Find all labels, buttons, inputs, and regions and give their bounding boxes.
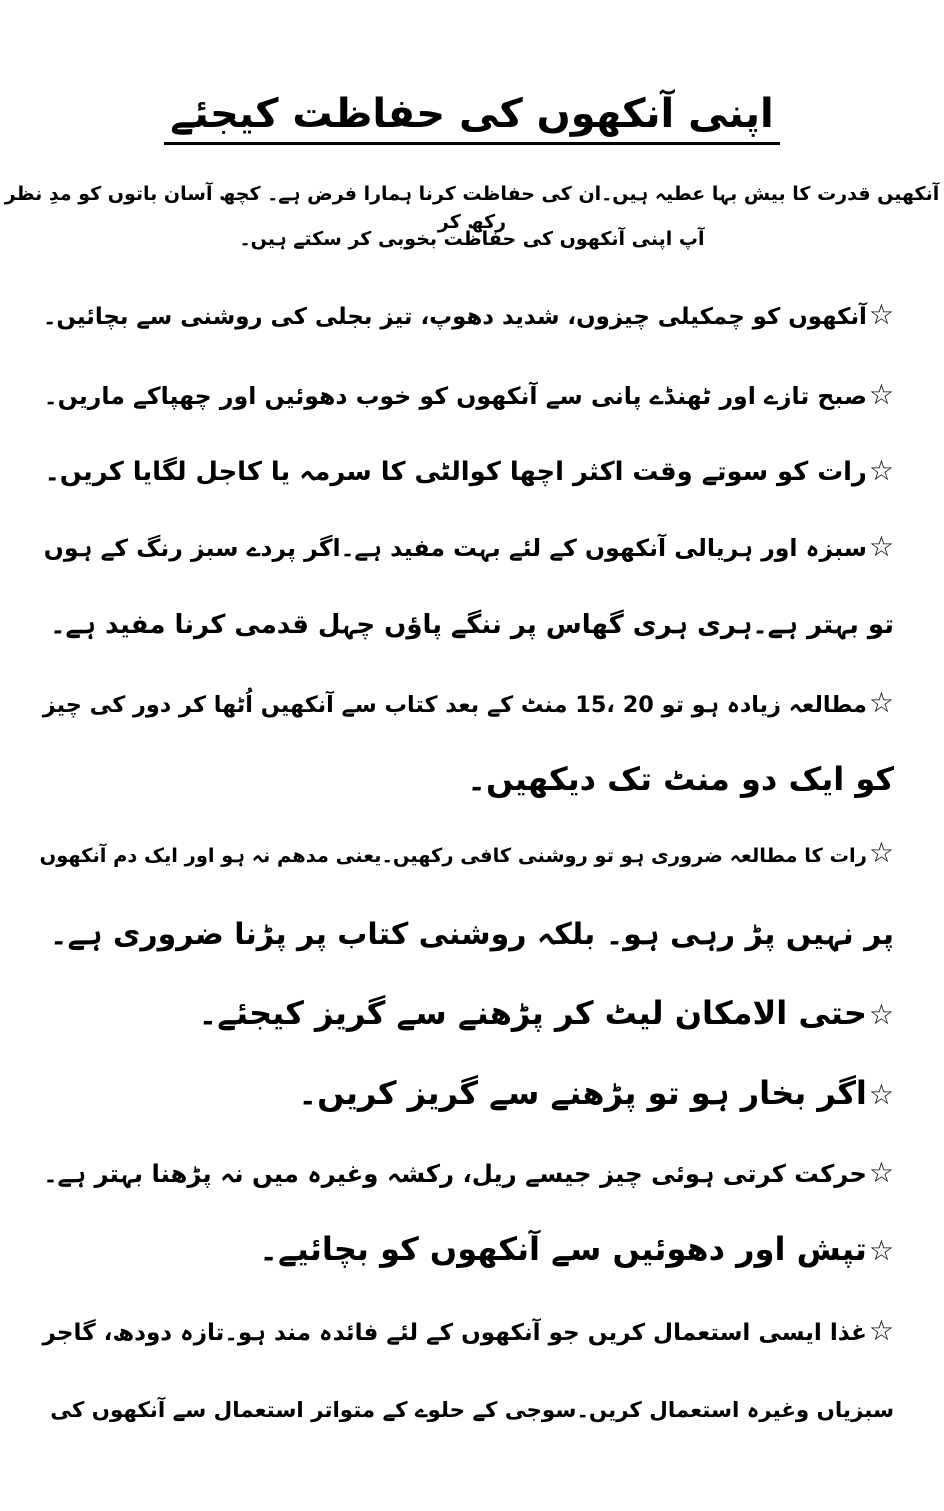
list-item — [40, 830, 894, 879]
list-item-continuation: سبزیاں وغیرہ استعمال کریں۔سوجی کے حلوے کے متواتر استعمال سے آنکھوں کی — [50, 1398, 894, 1423]
list-item-text: رات کا مطالعہ ضروری ہو تو روشنی کافی رکھیں۔یعنی مدھم نہ ہو اور ایک دم آنکھوں — [39, 844, 867, 867]
star-bullet-icon: ☆ — [868, 1234, 894, 1267]
list-item — [43, 1150, 894, 1197]
list-item — [43, 680, 894, 728]
list-item-continuation: کو ایک دو منٹ تک دیکھیں۔ — [467, 760, 894, 798]
star-bullet-icon: ☆ — [868, 1156, 894, 1189]
star-bullet-icon: ☆ — [868, 530, 894, 563]
list-item-text: غذا ایسی استعمال کریں جو آنکھوں کے لئے فائدہ مند ہو۔تازہ دودھ، گاجر — [42, 1320, 867, 1346]
star-bullet-icon: ☆ — [868, 836, 894, 869]
star-bullet-icon: ☆ — [868, 454, 894, 487]
page-title — [0, 88, 944, 145]
star-bullet-icon: ☆ — [868, 1314, 894, 1347]
list-item-text: حرکت کرتی ہوئی چیز جیسے ریل، رکشہ وغیرہ میں نہ پڑھنا بہتر ہے۔ — [43, 1159, 867, 1188]
star-bullet-icon: ☆ — [868, 686, 894, 719]
list-item — [44, 372, 894, 419]
intro-line-1: آنکھیں قدرت کا بیش بہا عطیہ ہیں۔ان کی حفاظت کرنا ہمارا فرض ہے۔ کچھ آسان باتوں کو مدِ نظر رکھ کر — [4, 183, 940, 233]
page-title-text: اپنی آنکھوں کی حفاظت کیجئے — [164, 88, 779, 145]
star-bullet-icon: ☆ — [868, 298, 894, 331]
list-item — [43, 1308, 894, 1356]
list-item — [298, 1070, 894, 1118]
list-item-text: تپش اور دھوئیں سے آنکھوں کو بچائیے۔ — [259, 1230, 867, 1268]
list-item-text: رات کو سوتے وقت اکثر اچھا کوالٹی کا سرمہ یا کاجل لگایا کریں۔ — [44, 457, 867, 487]
list-item-text: اگر بخار ہو تو پڑھنے سے گریز کریں۔ — [298, 1074, 867, 1112]
list-item — [45, 448, 894, 495]
intro-line-2: آپ اپنی آنکھوں کی حفاظت بخوبی کر سکتے ہیں۔ — [239, 228, 705, 250]
list-item-text: صبح تازے اور ٹھنڈے پانی سے آنکھوں کو خوب دھوئیں اور چھپاکے ماریں۔ — [43, 382, 867, 410]
list-item-text: مطالعہ زیادہ ہو تو 20 ،15 منٹ کے بعد کتاب سے آنکھیں اُٹھا کر دور کی چیز — [42, 692, 867, 718]
list-item — [43, 292, 894, 340]
star-bullet-icon: ☆ — [868, 1078, 894, 1111]
list-item-continuation: تو بہتر ہے۔ہری ہری گھاس پر ننگے پاؤں چہل قدمی کرنا مفید ہے۔ — [50, 610, 894, 640]
list-item-continuation: پر نہیں پڑ رہی ہو۔ بلکہ روشنی کتاب پر پڑنا ضروری ہے۔ — [49, 917, 894, 952]
star-bullet-icon: ☆ — [868, 378, 894, 411]
list-item-text: آنکھوں کو چمکیلی چیزوں، شدید دھوپ، تیز بجلی کی روشنی سے بچائیں۔ — [42, 304, 867, 330]
list-item — [44, 524, 894, 571]
list-item — [199, 990, 894, 1038]
list-item-text: سبزہ اور ہریالی آنکھوں کے لئے بہت مفید ہے۔اگر پردے سبز رنگ کے ہوں — [43, 534, 867, 562]
star-bullet-icon: ☆ — [868, 998, 894, 1031]
list-item-text: حتی الامکان لیٹ کر پڑھنے سے گریز کیجئے۔ — [198, 994, 867, 1032]
list-item — [259, 1226, 894, 1274]
